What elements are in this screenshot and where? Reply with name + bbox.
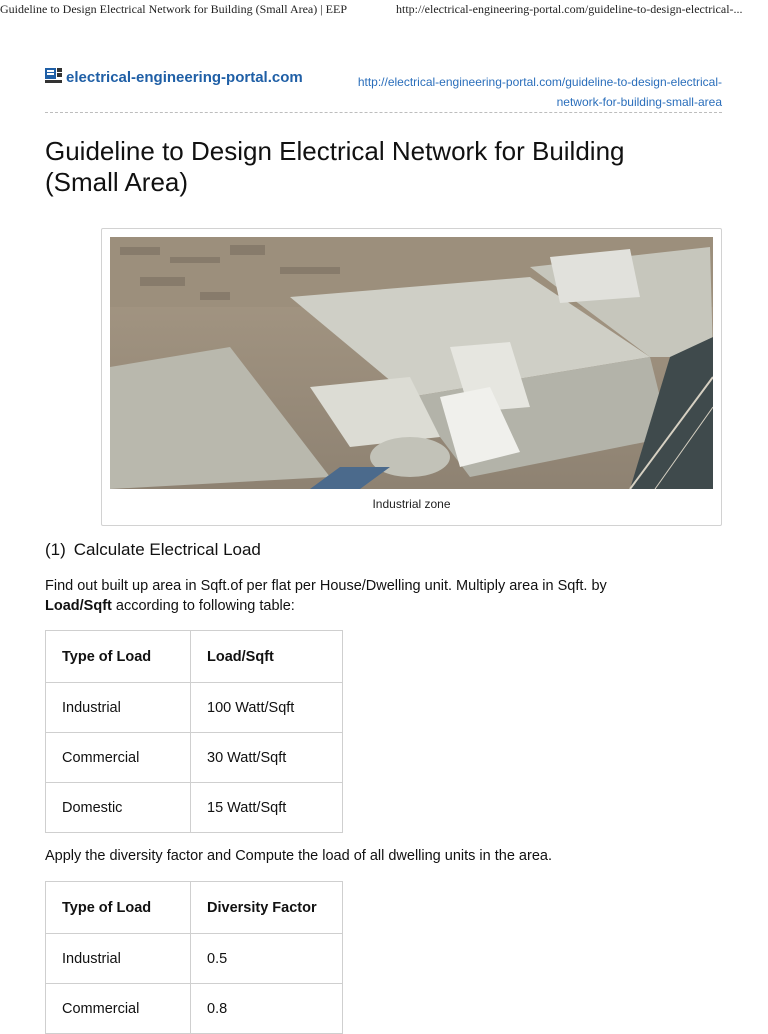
- table-cell: 30 Watt/Sqft: [191, 733, 343, 783]
- table-row: [46, 783, 343, 833]
- table-row: [46, 683, 343, 733]
- table-cell: Commercial: [46, 984, 191, 1034]
- table-cell: 15 Watt/Sqft: [191, 783, 343, 833]
- table-header-cell: Load/Sqft: [191, 631, 343, 683]
- print-header-title: Guideline to Design Electrical Network for Building (Small Area) | EEP: [0, 2, 347, 16]
- diversity-paragraph: Apply the diversity factor and Compute the load of all dwelling units in the area.: [45, 848, 552, 864]
- section-heading: [45, 540, 261, 560]
- table-row: [46, 984, 343, 1034]
- industrial-zone-image: [110, 237, 713, 489]
- print-header: [0, 0, 768, 20]
- table-header-cell: Diversity Factor: [191, 882, 343, 934]
- print-header-url: http://electrical-engineering-portal.com/guideline-to-design-electrical-...: [396, 2, 743, 16]
- table-row: [46, 733, 343, 783]
- table-header-cell: Type of Load: [46, 882, 191, 934]
- table-cell: Industrial: [46, 934, 191, 984]
- table-header-row: [46, 631, 343, 683]
- section-number: (1): [45, 540, 66, 559]
- intro-text-part1: Find out built up area in Sqft.of per flat per House/Dwelling unit. Multiply area in Sqft. by: [45, 578, 607, 594]
- diversity-table: [45, 881, 343, 1034]
- table-cell: 100 Watt/Sqft: [191, 683, 343, 733]
- page-title-line2: (Small Area): [45, 167, 189, 197]
- table-cell: Commercial: [46, 733, 191, 783]
- intro-text-part2: according to following table:: [111, 598, 295, 614]
- intro-text-bold: Load/Sqft: [45, 598, 112, 614]
- section-title: Calculate Electrical Load: [73, 540, 261, 559]
- article-figure: [101, 228, 722, 526]
- table-cell: Domestic: [46, 783, 191, 833]
- table-cell: Industrial: [46, 683, 191, 733]
- table-cell: 0.5: [191, 934, 343, 984]
- table-header-cell: Type of Load: [46, 631, 191, 683]
- table-cell: 0.8: [191, 984, 343, 1034]
- intro-paragraph: [45, 576, 725, 616]
- article-url-line2: network-for-building-small-area: [556, 95, 722, 109]
- site-bar: [45, 66, 722, 114]
- table-row: [46, 934, 343, 984]
- figure-caption: Industrial zone: [372, 497, 451, 511]
- article-url-line1: http://electrical-engineering-portal.com/guideline-to-design-electrical-: [357, 75, 722, 89]
- page-title: [45, 136, 725, 198]
- table-header-row: [46, 882, 343, 934]
- article-url-link[interactable]: [332, 72, 722, 112]
- page-title-line1: Guideline to Design Electrical Network for Building: [45, 136, 625, 166]
- site-name-link[interactable]: electrical-engineering-portal.com: [66, 69, 303, 86]
- load-table: [45, 630, 343, 833]
- eep-logo-icon: [45, 68, 62, 83]
- header-divider: [45, 112, 722, 113]
